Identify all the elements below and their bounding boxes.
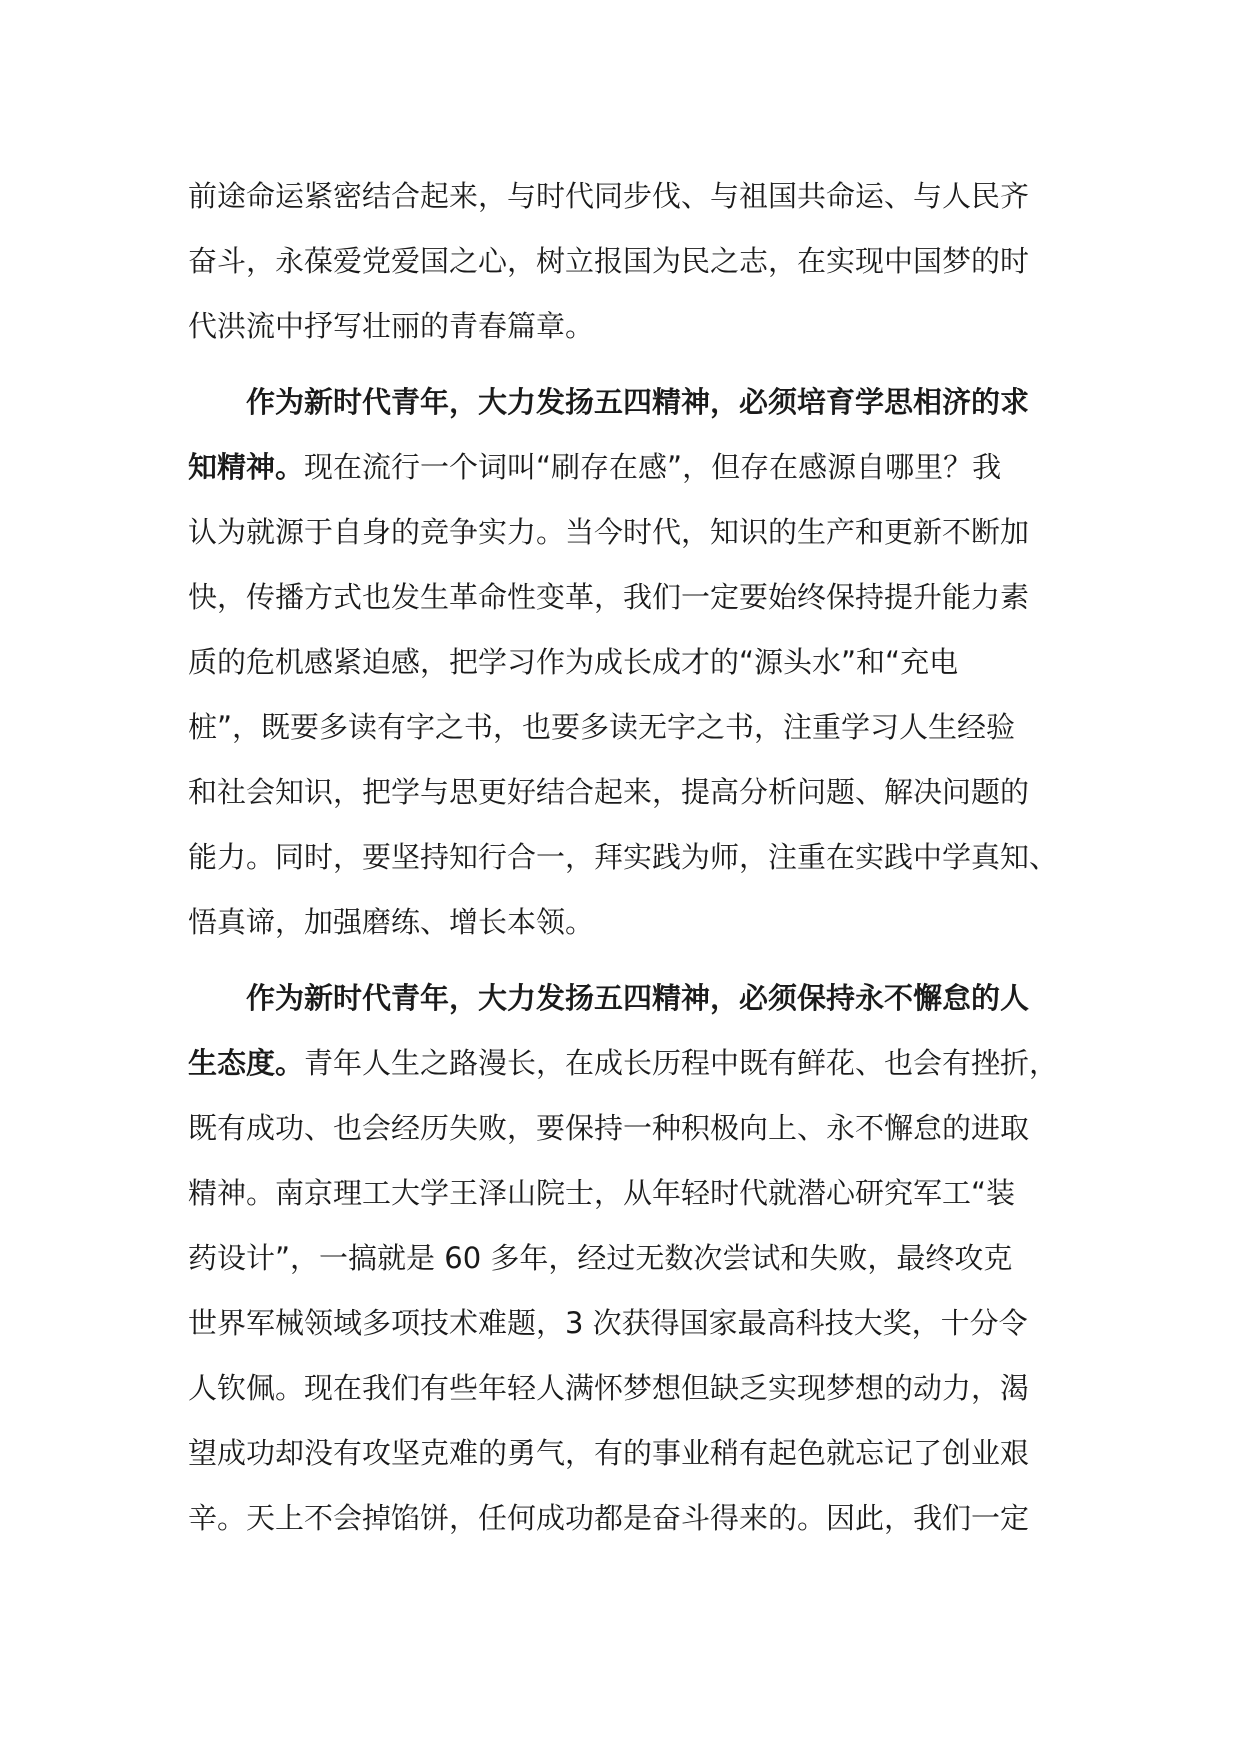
text-line: 快，传播方式也发生革命性变革，我们一定要始终保持提升能力素 bbox=[188, 580, 1030, 614]
text-line bbox=[188, 1031, 1068, 1096]
text-line: 能力。同时，要坚持知行合一，拜实践为师，注重在实践中学真知、 bbox=[188, 840, 1059, 874]
text-line bbox=[188, 966, 1068, 1031]
text-line: 前途命运紧密结合起来，与时代同步伐、与祖国共命运、与人民齐 bbox=[188, 179, 1030, 213]
text-line: 悟真谛，加强磨练、增长本领。 bbox=[188, 905, 595, 939]
text-line: 世界军械领域多项技术难题，3 次获得国家最高科技大奖，十分令 bbox=[188, 1306, 1028, 1340]
text-line: 奋斗，永葆爱党爱国之心，树立报国为民之志，在实现中国梦的时 bbox=[188, 244, 1030, 278]
paragraph-heading: 作为新时代青年，大力发扬五四精神，必须保持永不懈怠的人 bbox=[246, 981, 1030, 1015]
text-line: 望成功却没有攻坚克难的勇气，有的事业稍有起色就忘记了创业艰 bbox=[188, 1436, 1030, 1470]
text-line: 人钦佩。现在我们有些年轻人满怀梦想但缺乏实现梦想的动力，渴 bbox=[188, 1371, 1030, 1405]
paragraph-heading: 作为新时代青年，大力发扬五四精神，必须培育学思相济的求 bbox=[246, 385, 1030, 419]
text-span: 现在流行一个词叫“刷存在感”，但存在感源自哪里？我 bbox=[304, 450, 1002, 484]
paragraph-2 bbox=[188, 370, 1068, 955]
text-line: 辛。天上不会掉馅饼，任何成功都是奋斗得来的。因此，我们一定 bbox=[188, 1501, 1030, 1535]
text-line: 和社会知识，把学与思更好结合起来，提高分析问题、解决问题的 bbox=[188, 775, 1030, 809]
text-line: 代洪流中抒写壮丽的青春篇章。 bbox=[188, 309, 595, 343]
text-line: 既有成功、也会经历失败，要保持一种积极向上、永不懈怠的进取 bbox=[188, 1111, 1030, 1145]
text-line: 精神。南京理工大学王泽山院士，从年轻时代就潜心研究军工“装 bbox=[188, 1176, 1016, 1210]
paragraph-heading-end: 知精神。 bbox=[188, 450, 305, 484]
text-span: 青年人生之路漫长，在成长历程中既有鲜花、也会有挫折， bbox=[304, 1046, 1059, 1080]
text-line bbox=[188, 370, 1068, 435]
paragraph-3 bbox=[188, 966, 1068, 1551]
text-line: 桩”，既要多读有字之书，也要多读无字之书，注重学习人生经验 bbox=[188, 710, 1016, 744]
paragraph-1 bbox=[188, 164, 1068, 359]
text-line: 质的危机感紧迫感，把学习作为成长成才的“源头水”和“充电 bbox=[188, 645, 959, 679]
paragraph-heading-end: 生态度。 bbox=[188, 1046, 305, 1080]
text-line bbox=[188, 435, 1068, 500]
text-line: 药设计”，一搞就是 60 多年，经过无数次尝试和失败，最终攻克 bbox=[188, 1241, 1013, 1275]
text-line: 认为就源于自身的竞争实力。当今时代，知识的生产和更新不断加 bbox=[188, 515, 1030, 549]
document-body bbox=[188, 164, 1068, 1551]
